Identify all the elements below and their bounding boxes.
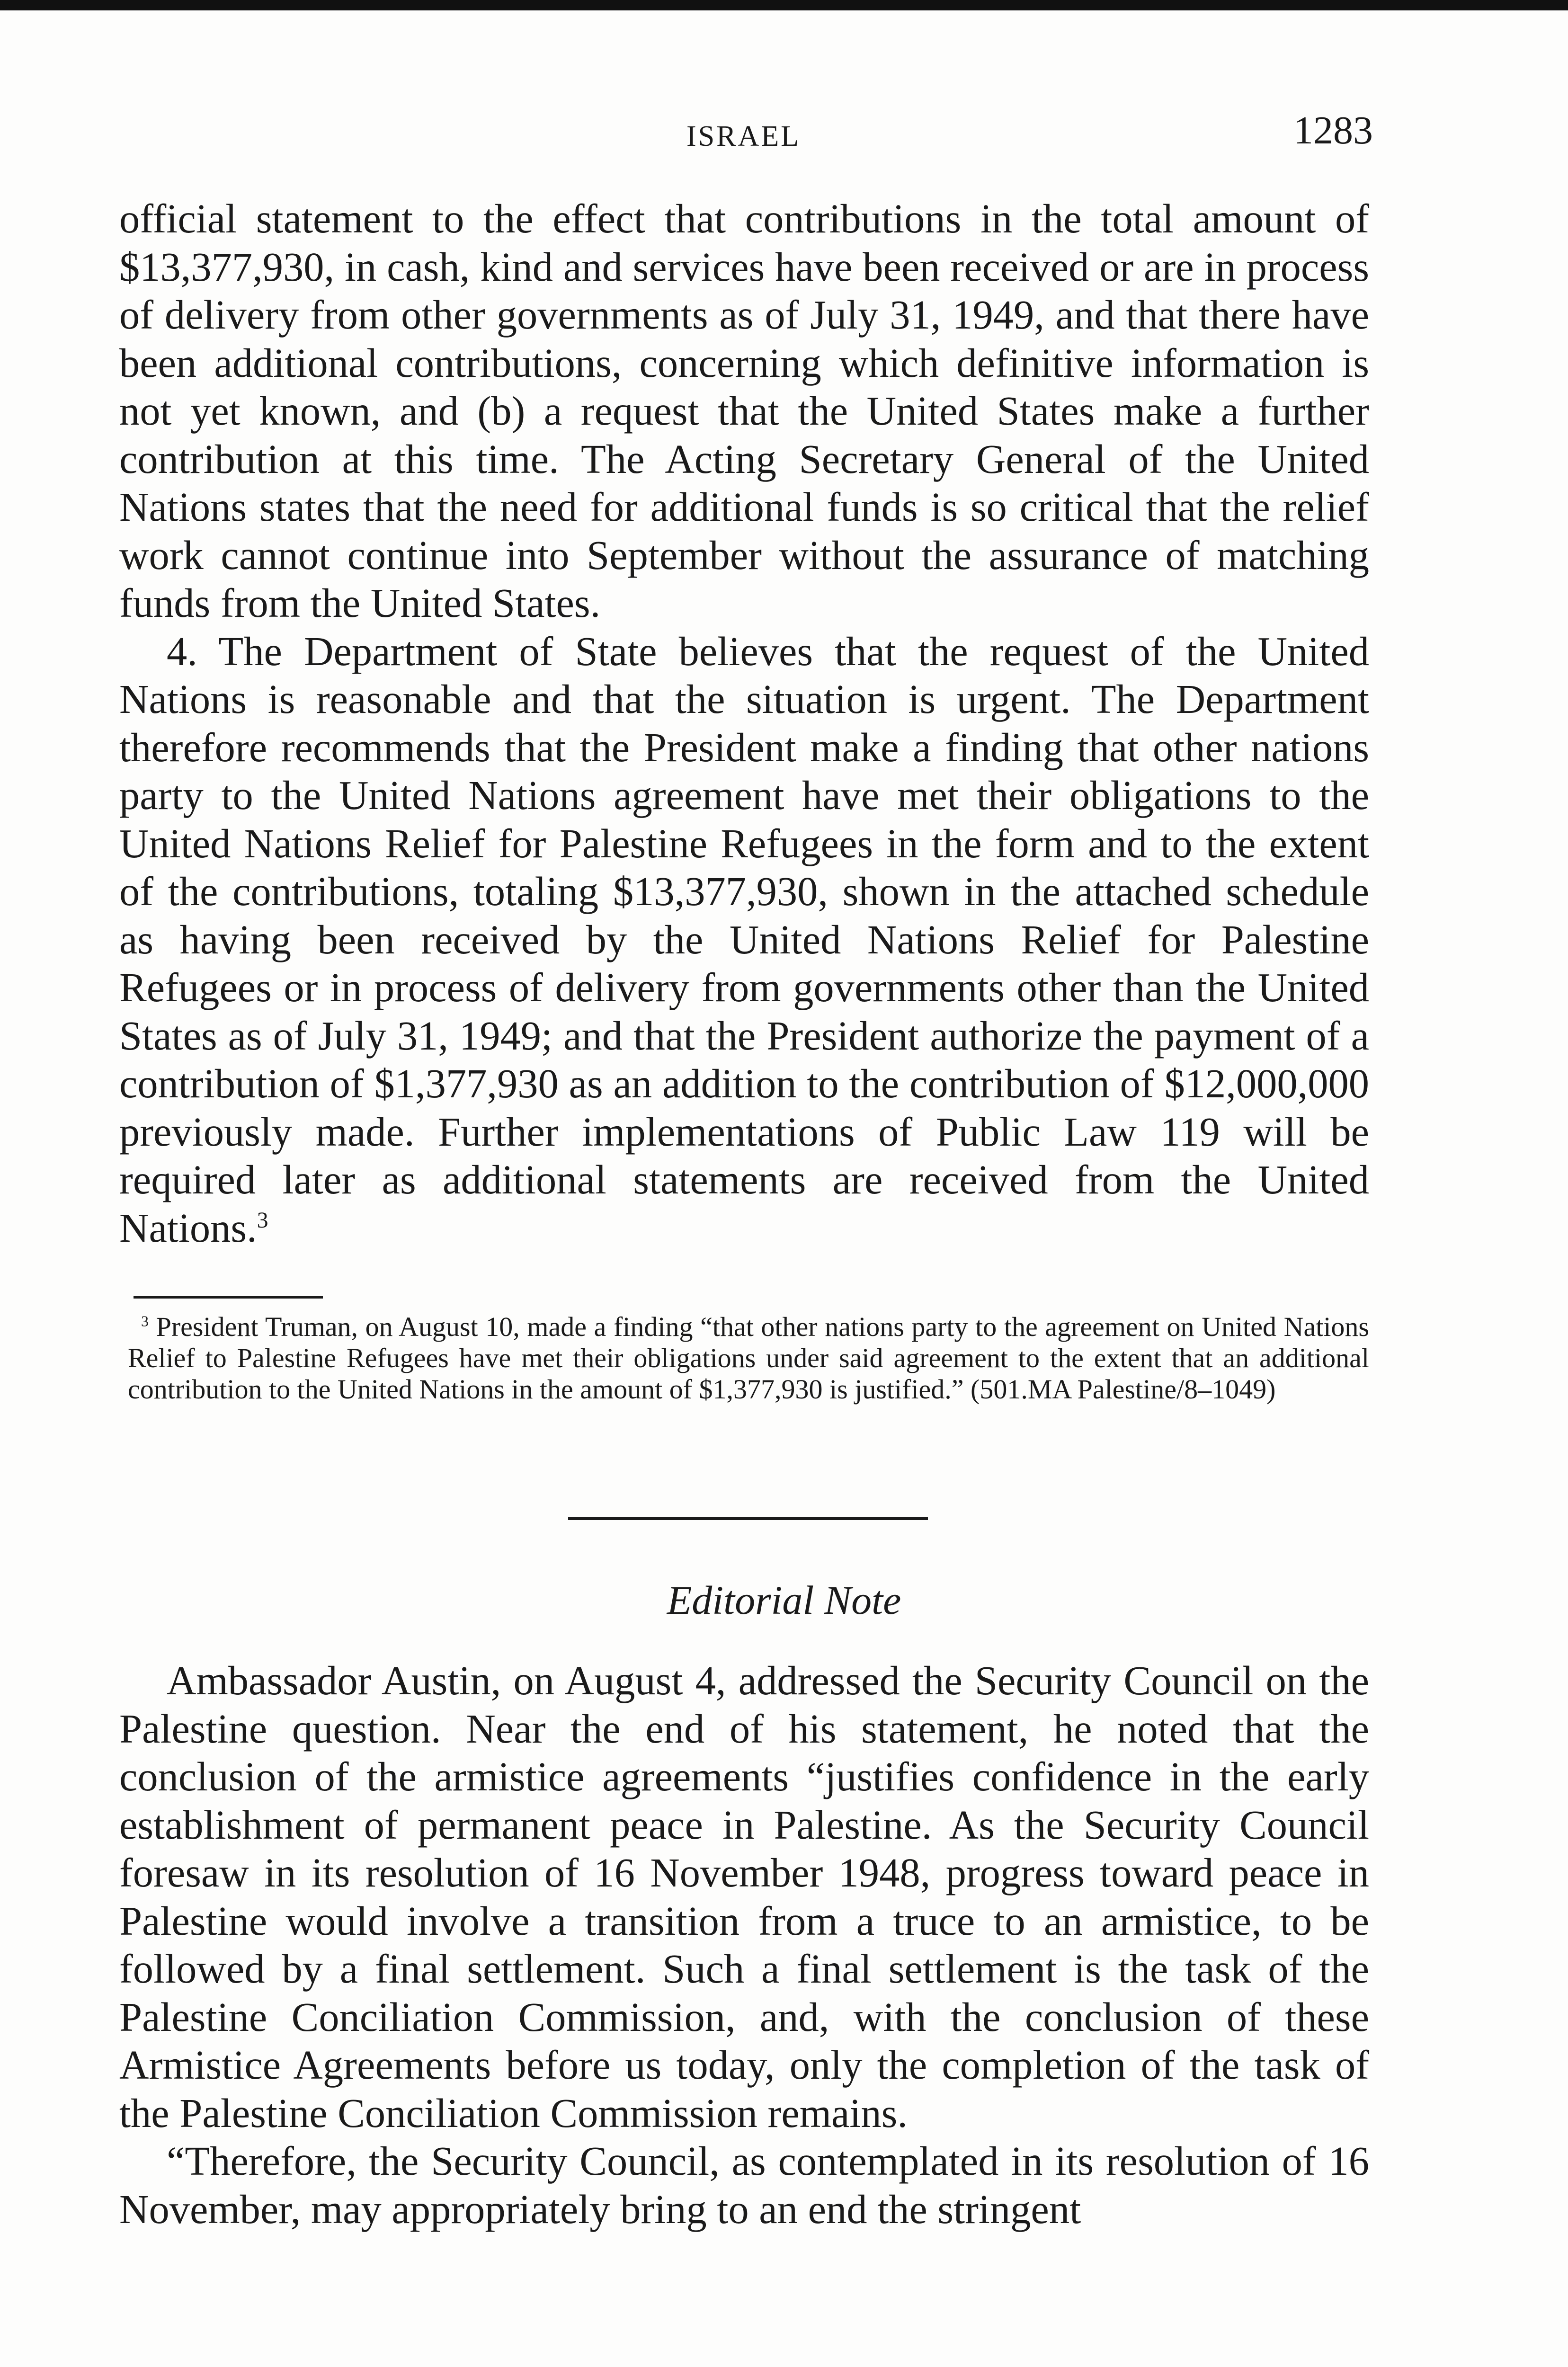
paragraph-text: official statement to the effect that contributions in the total amount of $13,377,930, in cash, kind and services have been received or are in process of delivery from other governments as of July 31, 1949, and that there have been additional contributions, concerning which definitive information is not yet known, and (b) a request that the United States make a further contribution at this time. The Acting Secretary General of the United Nations states that the need for additional funds is so critical that the relief work cannot continue into September without the assurance of matching funds from the United States. (119, 196, 1369, 626)
footnote (128, 1311, 1369, 1405)
editorial-paragraph-1 (119, 1657, 1369, 2137)
footnote-divider (134, 1296, 323, 1299)
footnote-reference: 3 (257, 1208, 268, 1233)
running-head: ISRAEL (686, 120, 801, 152)
page-number: 1283 (1293, 108, 1373, 152)
editorial-note-title: Editorial Note (667, 1577, 901, 1623)
footnote-text: President Truman, on August 10, made a finding “that other nations party to the agreement on United Nations Relief to Palestine Refugees have met their obligations under said agreement to the extent that an additional contribution to the United Nations in the amount of $1,377,930 is justified.” (501.MA Palestine/8–1049) (128, 1311, 1370, 1405)
paragraph-text: 4. The Department of State believes that the request of the United Nations is reasonable and that the situation is urgent. The Department therefore recommends that the President make a finding that other nations party to the United Nations agreement have met their obligations to the United Nations Relief for Palestine Refugees in the form and to the extent of the contributions, totaling $13,377,930, shown in the attached schedule as having been received by the United Nations Relief for Palestine Refugees or in process of delivery from governments other than the United States as of July 31, 1949; and that the President authorize the payment of a contribution of $1,377,930 as an addition to the contribution of $12,000,000 previously made. Further implementations of Public Law 119 will be required later as additional statements are received from the United Nations. (119, 628, 1369, 1251)
editorial-paragraph-2 (119, 2137, 1369, 2234)
main-text (119, 195, 1369, 1252)
page-header (118, 102, 1373, 154)
editorial-note-text (119, 1657, 1369, 2234)
paragraph-text: Ambassador Austin, on August 4, addressed the Security Council on the Palestine question. Near the end of his statement, he noted that the conclusion of the armistice agreements “justifies confidence in the early establishment of permanent peace in Palestine. As the Security Council foresaw in its resolution of 16 November 1948, progress toward peace in Palestine would involve a transition from a truce to an armistice, to be followed by a final settlement. Such a final settlement is the task of the Palestine Conciliation Commission, and, with the conclusion of these Armistice Agreements before us today, only the completion of the task of the Palestine Conciliation Commission remains. (119, 1658, 1369, 2136)
scan-top-border (0, 0, 1568, 10)
paragraph-text: “Therefore, the Security Council, as contemplated in its resolution of 16 November, may appropriately bring to an end the stringent (119, 2138, 1369, 2232)
paragraph-continued (119, 195, 1369, 628)
footnote-marker: 3 (141, 1313, 149, 1330)
section-divider (568, 1517, 928, 1520)
paragraph-4 (119, 628, 1369, 1253)
